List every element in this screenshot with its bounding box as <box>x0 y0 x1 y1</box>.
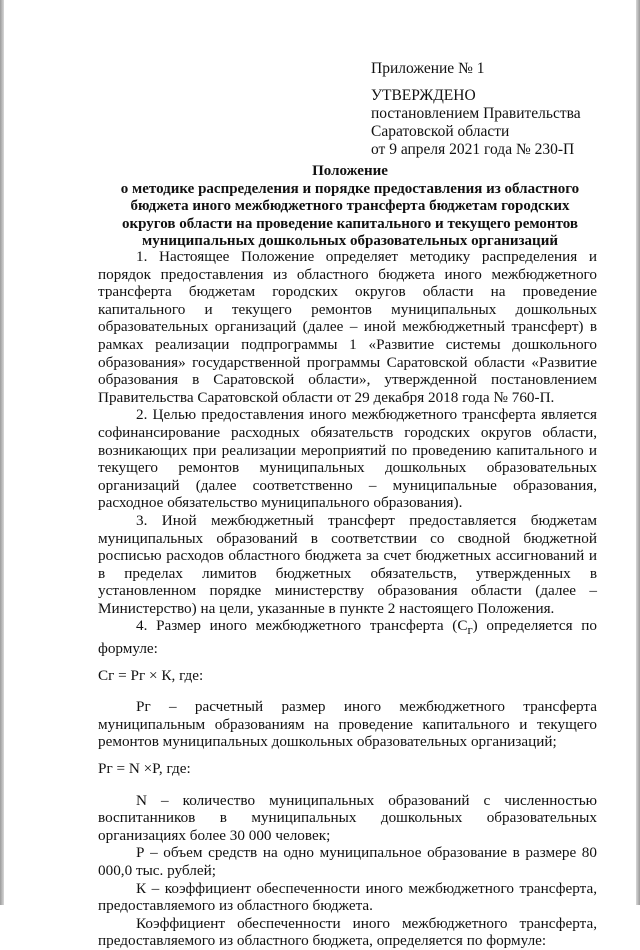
paragraph-4-post: ) определяется по формуле: <box>98 617 597 658</box>
resolution-label: постановлением Правительства <box>371 105 581 122</box>
title-line-1: Положение <box>312 163 388 179</box>
formula-2: Рг = N ×P, где: <box>98 760 191 778</box>
approved-label: УТВЕРЖДЕНО <box>371 87 476 104</box>
document-body <box>98 248 597 950</box>
paragraph-coefficient: Коэффициент обеспеченности иного межбюджетного трансферта, предоставляемого из областного бюджета, определяется по формуле: <box>98 914 597 950</box>
title-line-2: о методике распределения и порядке предоставления из областного <box>120 180 580 197</box>
title-line-4: округов области на проведение капитального и текущего ремонтов <box>122 215 578 232</box>
definition-p: Р – объем средств на одно муниципальное образование в размере 80 000,0 тыс. рублей; <box>98 844 597 880</box>
date-number-label: от 9 апреля 2021 года № 230-П <box>371 141 575 158</box>
paragraph-4-sub: г <box>467 623 473 638</box>
paragraph-3: 3. Иной межбюджетный трансферт предоставляется бюджетам муниципальных образований в соответствии со сводной бюджетной росписью расходов областного бюджета за счет бюджетных ассигнований и в пределах лимитов бюджетных обязательств, утвержденных в установленном порядке министерству образования области (далее – Министерство) на цели, указанные в пункте 2 настоящего Положения. <box>98 511 597 617</box>
definition-r: Рг – расчетный размер иного межбюджетного трансферта муниципальным образованиям на проведение капитального и текущего ремонтов муниципальных дошкольных образовательных организаций; <box>98 698 597 751</box>
title-line-3: бюджета иного межбюджетного трансферта бюджетам городских <box>130 198 570 214</box>
definition-k: К – коэффициент обеспеченности иного межбюджетного трансферта, предоставляемого из областного бюджета. <box>98 879 597 915</box>
region-label: Саратовской области <box>371 123 510 140</box>
paragraph-1: 1. Настоящее Положение определяет методику распределения и порядок предоставления из областного бюджета иного межбюджетного трансферта бюджетам городских округов области на проведение капитального и текущего ремонтов муниципальных дошкольных образовательных организаций (далее – иной межбюджетный трансферт) в рамках реализации подпрограммы 1 «Развитие системы дошкольного образования» государственной программы Саратовской области «Развитие образования в Саратовской области», утвержденной постановлением Правительства Саратовской области от 29 декабря 2018 года № 760-П. <box>98 248 597 406</box>
definition-n: N – количество муниципальных образований с численностью воспитанников в муниципальных дошкольных образовательных организациях более 30 000 человек; <box>98 791 597 844</box>
paragraph-4-pre: 4. Размер иного межбюджетного трансферта (С <box>136 617 468 635</box>
paragraph-2: 2. Целью предоставления иного межбюджетного трансферта является софинансирование расходных обязательств городских округов области, возникающих при реализации мероприятий по проведению капитального и текущего ремонтов муниципальных дошкольных образовательных организаций (далее соответственно – муниципальные образования, расходное обязательство муниципального образования). <box>98 406 597 512</box>
document-title <box>110 163 590 251</box>
title-line-5: муниципальных дошкольных образовательных организаций <box>142 233 558 249</box>
approval-block <box>371 60 581 159</box>
paragraph-4 <box>98 617 597 657</box>
formula-1: Сг = Рг × К, где: <box>98 666 204 684</box>
scan-edge-right <box>636 0 640 905</box>
appendix-label: Приложение № 1 <box>371 60 485 77</box>
scan-edge-left <box>0 0 4 905</box>
